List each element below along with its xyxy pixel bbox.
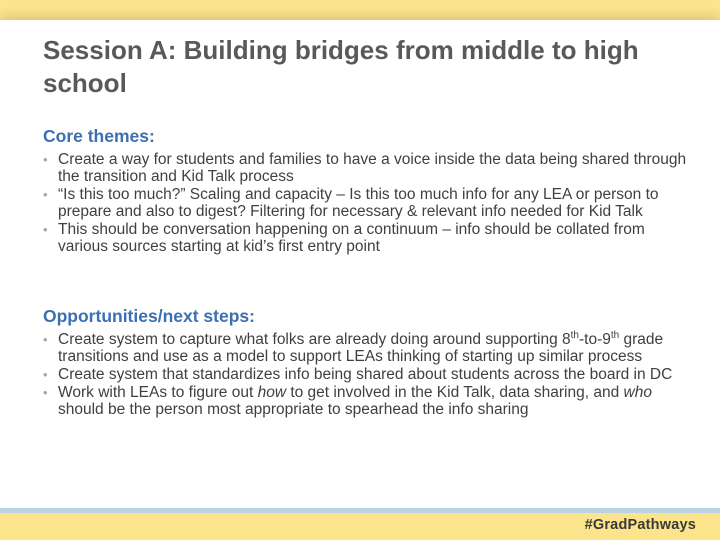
emphasis-text: how (257, 383, 287, 401)
bullet-icon: • (43, 221, 48, 237)
bullet-text-part: to get involved in the Kid Talk, data sharing, and (286, 383, 624, 401)
bullet-text: Create system that standardizes info being shared about students across the board in DC (58, 365, 673, 383)
bullet-text-part: -to-9 (579, 331, 611, 348)
next-steps-list (43, 331, 693, 419)
superscript: th (570, 329, 579, 341)
bullet-icon: • (43, 366, 48, 382)
slide-title: Session A: Building bridges from middle to high school (43, 35, 639, 98)
superscript: th (610, 329, 620, 341)
bullet-text: Create a way for students and families to have a voice inside the data being shared through the transition and Kid Talk process (58, 151, 687, 186)
list-item (43, 151, 693, 185)
top-accent-bar (0, 0, 720, 20)
list-item (43, 331, 693, 365)
footer-hashtag: #GradPathways (584, 517, 696, 533)
list-item (43, 221, 693, 255)
bullet-text-part: Create system to capture what folks are already doing around supporting 8 (58, 331, 571, 348)
bullet-icon: • (43, 152, 48, 167)
list-item (43, 186, 693, 220)
core-themes-heading: Core themes: (43, 126, 155, 146)
bullet-text: “Is this too much?” Scaling and capacity – Is this too much info for any LEA or person to prepare and also to digest? Filtering for necessary & relevant info needed for Kid Talk (58, 185, 659, 221)
bullet-text-part: grade transitions and use as a model to support LEAs thinking of starting up similar process (58, 331, 664, 366)
bullet-icon: • (43, 186, 48, 202)
bullet-text-part: should be the person most appropriate to spearhead the info sharing (58, 400, 529, 418)
bullet-icon: • (43, 332, 48, 347)
core-themes-list (43, 151, 693, 256)
list-item (43, 384, 693, 418)
bullet-icon: • (43, 384, 48, 400)
bullet-text-part: Work with LEAs to figure out (58, 383, 258, 401)
next-steps-heading: Opportunities/next steps: (43, 306, 255, 326)
bullet-text: This should be conversation happening on a continuum – info should be collated from various sources starting at kid’s first entry point (58, 220, 645, 256)
emphasis-text: who (623, 383, 652, 401)
list-item (43, 366, 693, 383)
